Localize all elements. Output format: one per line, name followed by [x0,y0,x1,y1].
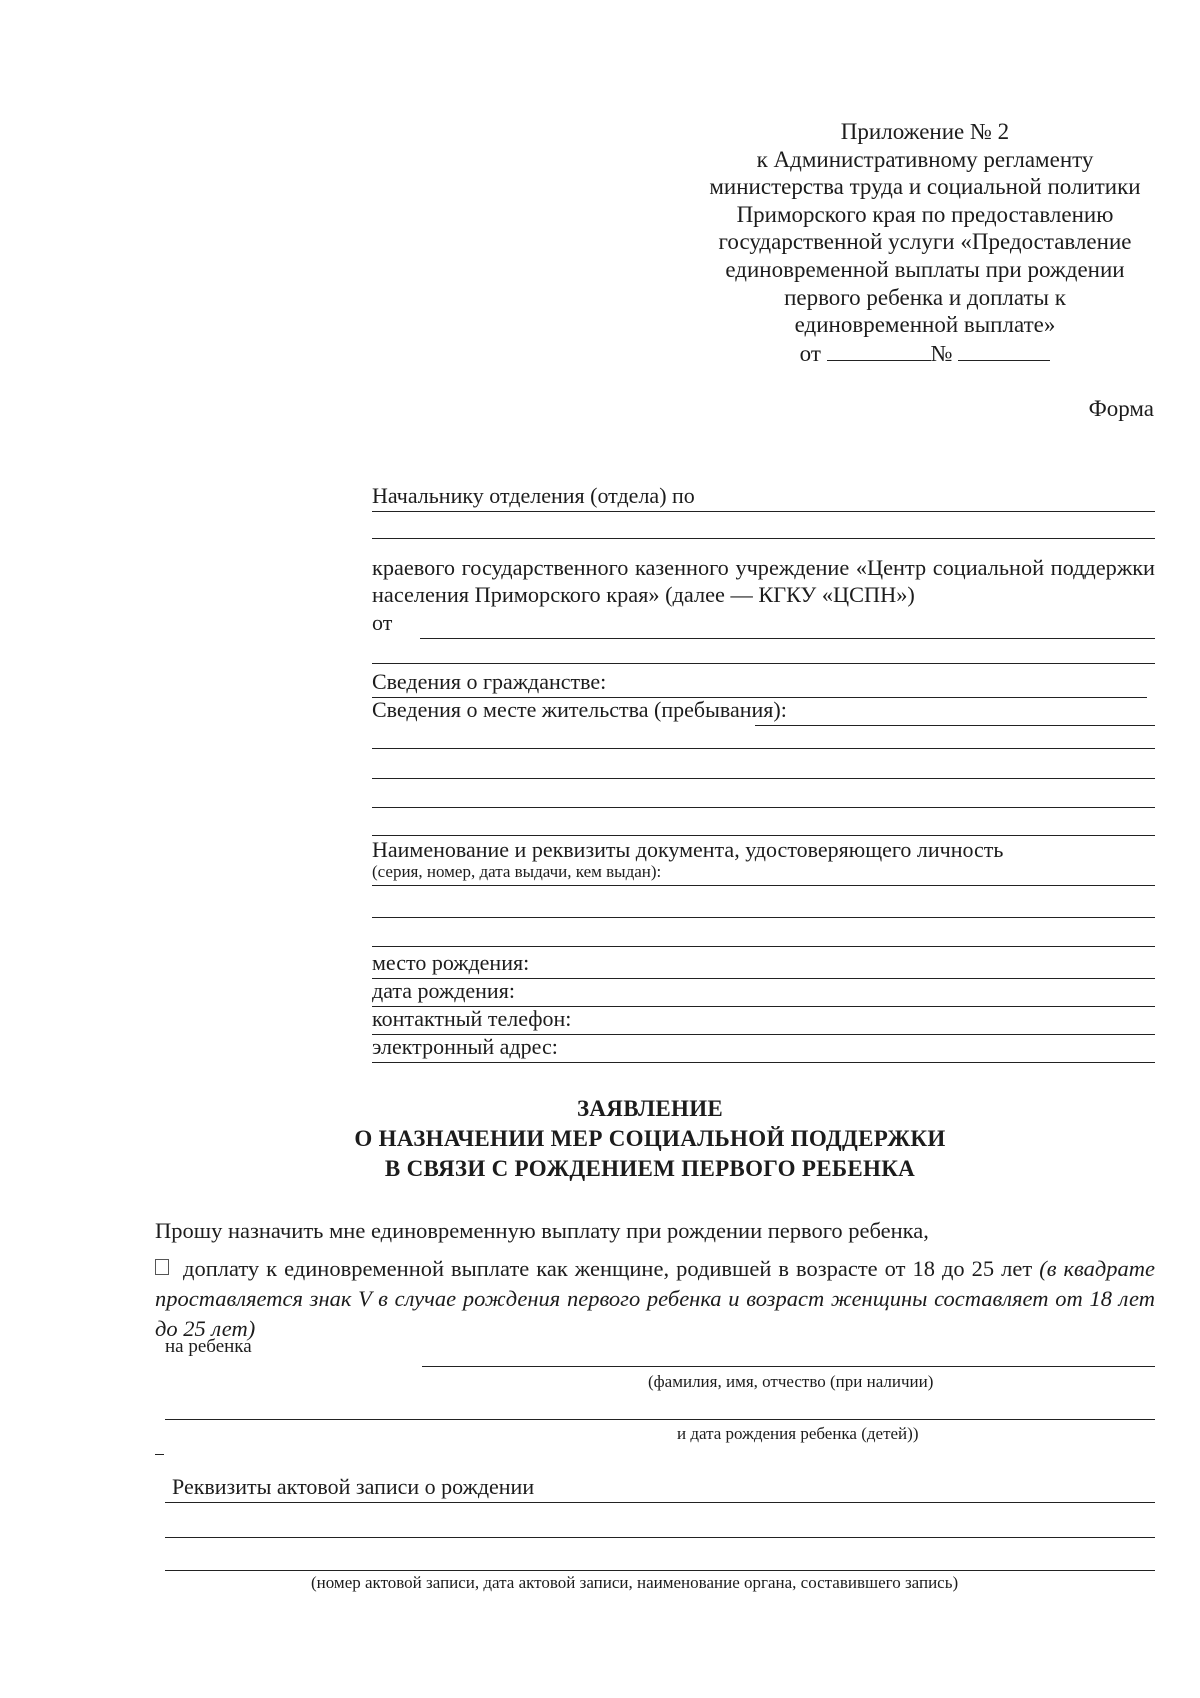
head-label: Начальнику отделения (отдела) по [372,483,695,508]
checkbox-paragraph [155,1254,1155,1344]
head-row [372,484,1155,512]
birthplace-label: место рождения: [372,950,530,975]
head-field[interactable] [372,511,1155,512]
child-caption-2: и дата рождения ребенка (детей)) [677,1424,919,1443]
residence-label: Сведения о месте жительства (пребывания): [372,697,787,722]
appendix-line: первого ребенка и доплаты к [784,284,1066,310]
checkbox-text: доплату к единовременной выплате как женщине, родившей в возрасте от 18 до 25 лет [183,1256,1033,1281]
child-field[interactable] [422,1366,1155,1367]
record-field-line-2[interactable] [165,1537,1155,1538]
email-field[interactable] [372,1062,1155,1063]
appendix-line: министерства труда и социальной политики [709,174,1141,200]
dash-mark [155,1454,164,1455]
residence-field[interactable] [755,725,1155,726]
checkbox-note: (в квадрате проставляется знак V в случае рождения первого ребенка и возраст женщины составляет от 18 лет до 25 лет) [155,1256,1156,1341]
appendix-header [660,118,1190,367]
residence-field-line-4[interactable] [372,807,1155,808]
appendix-line: единовременной выплате» [794,312,1056,338]
record-row [165,1475,1155,1503]
birthdate-label: дата рождения: [372,978,515,1003]
citizenship-label: Сведения о гражданстве: [372,669,607,694]
appendix-line: государственной услуги «Предоставление [718,229,1132,255]
from-row [372,611,1155,639]
email-label: электронный адрес: [372,1034,558,1059]
residence-field-line-3[interactable] [372,778,1155,779]
birthdate-row [372,979,1155,1007]
child-caption-1: (фамилия, имя, отчество (при наличии) [648,1372,934,1391]
appendix-date-field[interactable] [827,342,931,361]
phone-row [372,1007,1155,1035]
title-line-1: ЗАЯВЛЕНИЕ [576,1096,724,1121]
record-field[interactable] [165,1502,1155,1503]
title-line-3: В СВЯЗИ С РОЖДЕНИЕМ ПЕРВОГО РЕБЕНКА [384,1156,916,1181]
residence-row [372,698,1155,726]
email-row [372,1035,1155,1063]
record-label: Реквизиты актовой записи о рождении [172,1474,535,1499]
form-label: Форма [1088,396,1154,421]
id-doc-hint: (серия, номер, дата выдачи, кем выдан): [372,862,662,881]
institution-text: краевого государственного казенного учреждение «Центр социальной поддержки населения Приморского края» (далее — КГКУ «ЦСПН») [372,555,1155,607]
from-field-line-2[interactable] [372,663,1155,664]
appendix-from-label: от [799,340,821,366]
from-field[interactable] [420,638,1155,639]
citizenship-row [372,670,1155,698]
appendix-line: единовременной выплаты при рождении [725,256,1125,282]
child-field-line-2[interactable] [165,1419,1155,1420]
request-main-text: Прошу назначить мне единовременную выплату при рождении первого ребенка, [155,1218,929,1243]
id-doc-field[interactable] [372,885,1155,886]
id-doc-field-line-3[interactable] [372,946,1155,947]
appendix-line: Приморского края по предоставлению [736,201,1114,227]
title-line-2: О НАЗНАЧЕНИИ МЕР СОЦИАЛЬНОЙ ПОДДЕРЖКИ [354,1126,946,1151]
birthplace-row [372,951,1155,979]
record-caption: (номер актовой записи, дата актовой записи, наименование органа, составившего запись) [311,1573,959,1592]
id-doc-label: Наименование и реквизиты документа, удостоверяющего личность [372,837,1004,862]
record-field-line-3[interactable] [165,1570,1155,1571]
residence-field-line-2[interactable] [372,748,1155,749]
child-row [165,1336,1155,1367]
appendix-line: Приложение № 2 [840,119,1010,144]
appendix-number-field[interactable] [958,342,1050,361]
appendix-line: к Административному регламенту [756,146,1094,172]
document-title [220,1094,1080,1184]
from-label: от [372,610,393,635]
appendix-date-number-line [660,340,1190,368]
head-field-line-2[interactable] [372,538,1155,539]
id-doc-field-line-2[interactable] [372,917,1155,918]
child-label: на ребенка [165,1336,252,1357]
appendix-number-label: № [930,340,953,366]
id-doc-hint-row [372,862,1155,886]
phone-label: контактный телефон: [372,1006,572,1031]
age-bonus-checkbox[interactable] [155,1259,169,1275]
